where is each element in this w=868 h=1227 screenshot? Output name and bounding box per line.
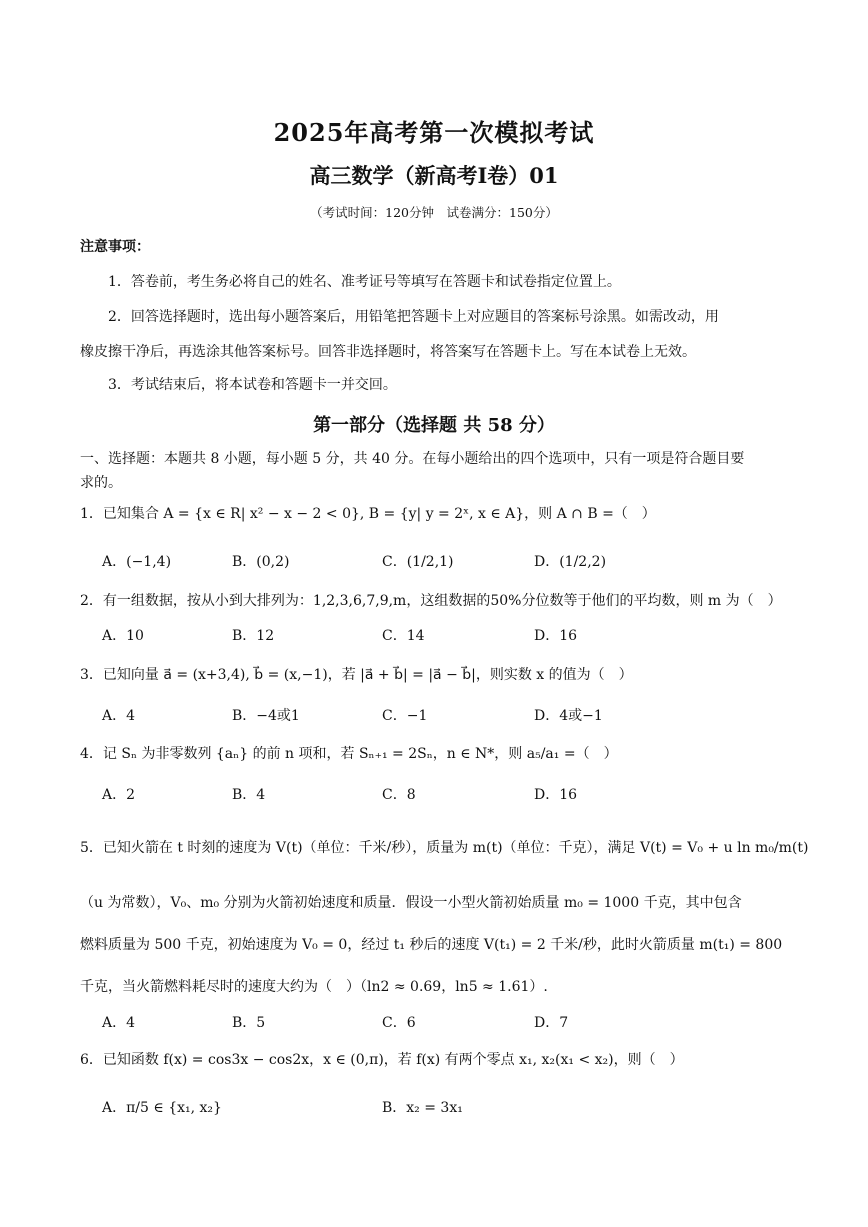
exam-title: 2025年高考第一次模拟考试	[273, 118, 595, 147]
question-4-option-c: C．8	[382, 787, 416, 803]
question-3-option-b: B．−4或1	[232, 708, 300, 724]
section-instruction-cont: 求的。	[80, 475, 122, 491]
question-5-option-d: D．7	[534, 1015, 569, 1031]
question-5-stem-line-2: （u 为常数），V₀、m₀ 分别为火箭初始速度和质量．假设一小型火箭初始质量 m₀ = 1000 千克，其中包含	[80, 895, 742, 911]
question-2-option-a: A．10	[102, 628, 144, 644]
question-3-option-d: D．4或−1	[534, 708, 603, 724]
question-1-option-d: D．(1/2,2)	[534, 554, 607, 570]
question-1-option-a: A．(−1,4)	[102, 554, 172, 570]
section-title: 第一部分（选择题 共 58 分）	[313, 415, 555, 436]
question-2-option-d: D．16	[534, 628, 578, 644]
question-4-option-a: A．2	[102, 787, 136, 803]
question-6-option-a: A．π/5 ∈ {x₁, x₂}	[102, 1100, 222, 1116]
question-2-option-b: B．12	[232, 628, 275, 644]
notice-heading: 注意事项：	[80, 239, 150, 255]
question-4-option-b: B．4	[232, 787, 266, 803]
exam-info: （考试时间：120分钟 试卷满分：150分）	[310, 205, 558, 220]
question-5-stem-line-3: 燃料质量为 500 千克，初始速度为 V₀ = 0，经过 t₁ 秒后的速度 V(t₁) = 2 千米/秒，此时火箭质量 m(t₁) = 800	[80, 937, 783, 953]
exam-subtitle: 高三数学（新高考Ⅰ卷）01	[309, 163, 559, 188]
question-4-option-d: D．16	[534, 787, 578, 803]
question-3-option-c: C．−1	[382, 708, 428, 724]
question-5-option-b: B．5	[232, 1015, 266, 1031]
question-1-option-c: C．(1/2,1)	[382, 554, 454, 570]
notice-item-1: 1．答卷前，考生务必将自己的姓名、准考证号等填写在答题卡和试卷指定位置上。	[108, 274, 621, 290]
question-5-option-c: C．6	[382, 1015, 416, 1031]
question-5-stem: 5．已知火箭在 t 时刻的速度为 V(t)（单位：千米/秒），质量为 m(t)（单位：千克），满足 V(t) = V₀ + u ln m₀/m(t)	[80, 840, 809, 856]
question-1-option-b: B．(0,2)	[232, 554, 290, 570]
notice-item-2-cont: 橡皮擦干净后，再选涂其他答案标号。回答非选择题时，将答案写在答题卡上。写在本试卷上无效。	[80, 344, 696, 360]
question-2-stem: 2．有一组数据，按从小到大排列为：1,2,3,6,7,9,m，这组数据的50%分位数等于他们的平均数，则 m 为（ ）	[80, 593, 782, 609]
question-5-stem-line-4: 千克，当火箭燃料耗尽时的速度大约为（ ）（ln2 ≈ 0.69，ln5 ≈ 1.61）.	[80, 979, 548, 995]
question-3-stem: 3．已知向量 a⃗ = (x+3,4), b⃗ = (x,−1)，若 |a⃗ + b⃗| = |a⃗ − b⃗|，则实数 x 的值为（ ）	[80, 667, 633, 683]
question-4-stem: 4．记 Sₙ 为非零数列 {aₙ} 的前 n 项和，若 Sₙ₊₁ = 2Sₙ，n ∈ N*，则 a₅/a₁ =（ ）	[80, 746, 618, 762]
question-2-option-c: C．14	[382, 628, 425, 644]
question-6-stem: 6．已知函数 f(x) = cos3x − cos2x，x ∈ (0,π)，若 f(x) 有两个零点 x₁, x₂(x₁ < x₂)，则（ ）	[80, 1052, 684, 1068]
question-3-option-a: A．4	[102, 708, 136, 724]
notice-item-2: 2．回答选择题时，选出每小题答案后，用铅笔把答题卡上对应题目的答案标号涂黑。如需改动，用	[108, 309, 719, 325]
question-6-option-b: B．x₂ = 3x₁	[382, 1100, 463, 1116]
section-instruction: 一、选择题：本题共 8 小题，每小题 5 分，共 40 分。在每小题给出的四个选项中，只有一项是符合题目要	[80, 451, 745, 467]
notice-item-3: 3．考试结束后，将本试卷和答题卡一并交回。	[108, 377, 397, 393]
question-5-option-a: A．4	[102, 1015, 136, 1031]
question-1-stem: 1．已知集合 A = {x ∈ R| x² − x − 2 < 0}, B = {y| y = 2ˣ, x ∈ A}，则 A ∩ B =（ ）	[80, 506, 656, 522]
